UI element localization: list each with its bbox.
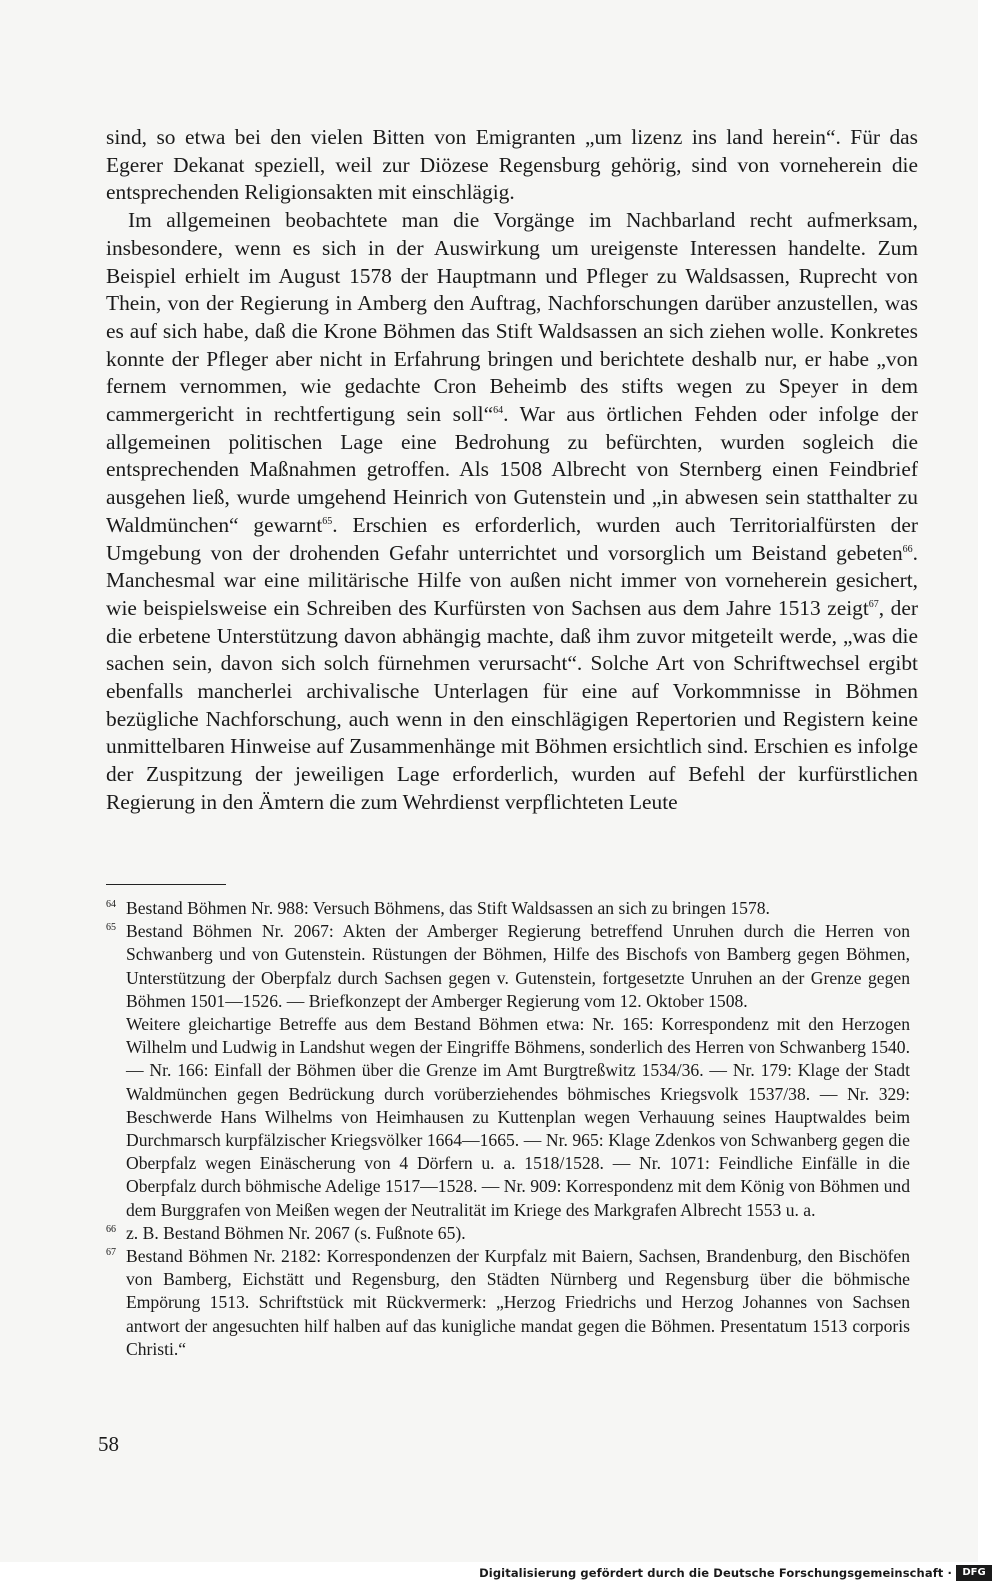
main-text [106,124,918,817]
paragraph-2-text: . Erschien es erforderlich, wurden auch Territorialfürsten der Umgebung von der drohenden Gefahr unterrichtet und vorsorglich um Beistand gebeten [106,512,918,565]
footnote-number: 64 [106,899,116,910]
footnote-66 [106,1222,910,1245]
paragraph-1: sind, so etwa bei den vielen Bitten von Emigranten „um lizenz ins land herein“. Für das Egerer Dekanat speziell, weil zur Diözese Regensburg gehörig, sind von vorneherein die entsprechenden Religionsakten mit einschlägig. [106,125,918,205]
footnote-67 [106,1245,910,1361]
footnote-number: 66 [106,1223,116,1235]
footnote-ref-67[interactable]: 67 [868,598,879,610]
footnote-text: Bestand Böhmen Nr. 2067: Akten der Amberger Regierung betreffend Unruhen durch die Herren von Schwanberg und von Gutenstein. Rüstungen der Böhmen, Hilfe des Bischofs von Bamberg gegen Böhmen, Unterstützung der Oberpfalz durch Sachsen gegen v. Gutenstein, fortgesetzte Unruhen an der Grenze gegen Böhmen 1501—1526. — Briefkonzept der Amberger Regierung vom 12. Oktober 1508. [126,921,910,1011]
paragraph-2-text: , der die erbetene Unterstützung davon abhängig machte, daß ihm zuvor mitgeteilt werde, „was die sachen sein, davon sich solch fürnehmen verursacht“. Solche Art von Schriftwechsel ergibt ebenfalls mancherlei archivalische Unterlagen für eine auf Vorkommnisse in Böhmen bezügliche Nachforschung, auch wenn in den einschlägigen Repertorien und Registern keine unmittelbaren Hinweise auf Zusammenhänge mit Böhmen ersichtlich sind. Erschien es infolge der Zuspitzung der jeweiligen Lage erforderlich, wurden auf Befehl der kurfürstlichen Regierung in den Ämtern die zum Wehrdienst verpflichteten Leute [106,595,918,814]
footnote-64 [106,897,910,920]
footnote-text: Bestand Böhmen Nr. 988: Versuch Böhmens, das Stift Waldsassen an sich zu bringen 1578. [126,898,770,918]
footnotes [106,897,910,1361]
footnote-ref-64[interactable]: 64 [493,404,504,416]
page-number: 58 [98,1432,119,1456]
dfg-logo: DFG [956,1565,992,1581]
footnote-text: Bestand Böhmen Nr. 2182: Korrespondenzen der Kurpfalz mit Baiern, Sachsen, Brandenburg, den Bischöfen von Bamberg, Eichstätt und Regensburg, den Städten Nürnberg und Regensburg über die böhmische Empörung 1513. Schriftstück mit Rückvermerk: „Herzog Friedrichs und Herzog Johannes von Sachsen antwort der angesuchten hilf halben auf das kunigliche mandat gegen die Böhmen. Presentatum 1513 corporis Christi.“ [126,1246,910,1359]
paragraph-2-text: Im allgemeinen beobachtete man die Vorgänge im Nachbarland recht aufmerksam, insbesondere, wenn es sich in der Auswirkung um ureigenste Interessen handelte. Zum Beispiel erhielt im August 1578 der Hauptmann und Pfleger zu Waldsassen, Ruprecht von Thein, von der Regierung in Amberg den Auftrag, Nachforschungen darüber anzustellen, was es auf sich habe, daß die Krone Böhmen das Stift Waldsassen an sich ziehen wolle. Konkretes konnte der Pfleger aber nicht in Erfahrung bringen und berichtete deshalb nur, er habe „von fernem vernommen, wie gedachte Cron Beheimb des stifts wegen zu Speyer in dem cammergericht in rechtfertigung sein soll“ [106,208,918,427]
paragraph-2-text: . War aus örtlichen Fehden oder infolge der allgemeinen politischen Lage eine Bedrohung zu befürchten, wurden sogleich die entsprechenden Maßnahmen getroffen. Als 1508 Albrecht von Sternberg einen Feindbrief ausgehen ließ, wurde umgehend Heinrich von Gutenstein und „in abwesen sein statthalter zu Waldmünchen“ gewarnt [106,402,918,537]
footnote-ref-66[interactable]: 66 [902,543,913,555]
footer-bar [0,1562,1000,1586]
credit-separator: · [947,1566,952,1580]
footnote-number: 67 [106,1247,116,1259]
footnote-number: 65 [106,922,116,934]
footnote-separator [106,884,226,885]
paragraph-2-text: . Manchesmal war eine militärische Hilfe von außen nicht immer von vorneherein gesichert, wie beispielsweise ein Schreiben des Kurfürsten von Sachsen aus dem Jahre 1513 zeigt [106,540,918,620]
funding-credit-text: Digitalisierung gefördert durch die Deutsche Forschungsgemeinschaft [479,1566,944,1580]
funding-credit [479,1566,952,1580]
footnote-65 [106,920,910,1013]
scan-margin [978,0,1000,1562]
footnote-text: z. B. Bestand Böhmen Nr. 2067 (s. Fußnote 65). [126,1222,466,1243]
paragraph-2 [106,207,918,816]
footnote-ref-65[interactable]: 65 [322,515,333,527]
footnote-65-continuation: Weitere gleichartige Betreffe aus dem Bestand Böhmen etwa: Nr. 165: Korrespondenz mit den Herzogen Wilhelm und Ludwig in Landshut wegen der Eingriffe Böhmens, sonderlich des Herren von Schwanberg 1540. — Nr. 166: Einfall der Böhmen über die Grenze im Amt Burgtreßwitz 1534/36. — Nr. 179: Klage der Stadt Waldmünchen gegen Bedrückung durch vorüberziehendes böhmisches Kriegsvolk 1537/38. — Nr. 329: Beschwerde Hans Wilhelms von Heimhausen zu Kuttenplan wegen Verhauung seines Hauptwaldes beim Durchmarsch kurpfälzischer Kriegsvölker 1664—1665. — Nr. 965: Klage Zdenkos von Schwanberg gegen die Oberpfalz wegen Einäscherung von 4 Dörfern u. a. 1518/1528. — Nr. 1071: Feindliche Einfälle in die Oberpfalz durch böhmische Adelige 1517—1528. — Nr. 909: Korrespondenz mit dem König von Böhmen und dem Burggrafen von Meißen wegen der Neutralität im Kriege des Markgrafen Albrecht 1553 u. a. [126,1014,910,1220]
